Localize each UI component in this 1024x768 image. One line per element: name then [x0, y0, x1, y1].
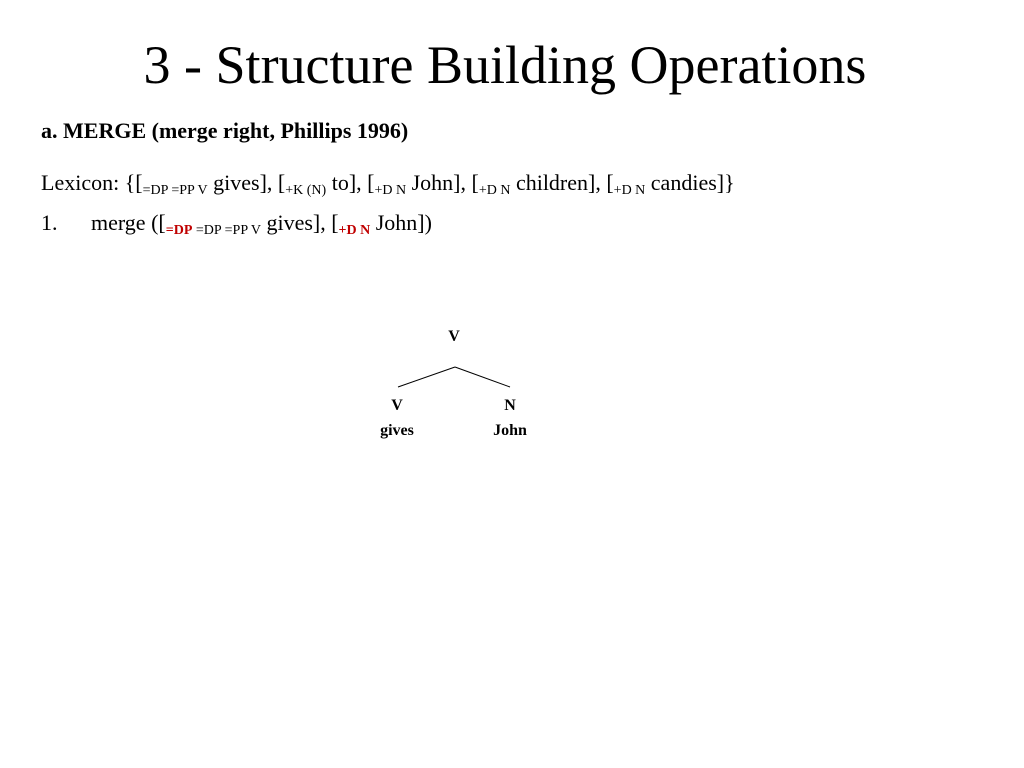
lexicon-entry-2-features: +K (N)	[285, 183, 327, 198]
tree-left-category: V	[391, 397, 403, 414]
step-word-gives: gives], [	[260, 210, 339, 235]
checked-feature-dp: =DP	[165, 223, 193, 238]
tree-right-category: N	[504, 397, 516, 414]
lexicon-entry-1-word: gives], [	[207, 170, 286, 195]
tree-edge-left	[398, 367, 455, 387]
section-heading: a. MERGE (merge right, Phillips 1996)	[41, 118, 409, 143]
lexicon-prefix: Lexicon: {[	[41, 170, 143, 195]
lexicon-entry-3-features: +D N	[374, 183, 407, 198]
lexicon-entry-2-word: to], [	[326, 170, 375, 195]
tree-root-label: V	[448, 328, 460, 345]
step-prefix: merge ([	[91, 210, 166, 235]
step-number: 1.	[41, 210, 58, 235]
remaining-features: =DP =PP V	[192, 223, 261, 238]
lexicon-entry-4-features: +D N	[478, 183, 511, 198]
step-word-john: John])	[370, 210, 432, 235]
lexicon-entry-4-word: children], [	[510, 170, 614, 195]
lexicon-entry-3-word: John], [	[406, 170, 479, 195]
lexicon-entry-1-features: =DP =PP V	[142, 183, 208, 198]
tree-right-word: John	[493, 422, 527, 439]
checked-feature-dn: +D N	[338, 223, 371, 238]
lexicon-entry-5-word: candies]}	[645, 170, 735, 195]
lexicon-entry-5-features: +D N	[613, 183, 646, 198]
tree-left-word: gives	[380, 422, 414, 439]
slide-title: 3 - Structure Building Operations	[143, 35, 867, 95]
tree-edge-right	[455, 367, 510, 387]
